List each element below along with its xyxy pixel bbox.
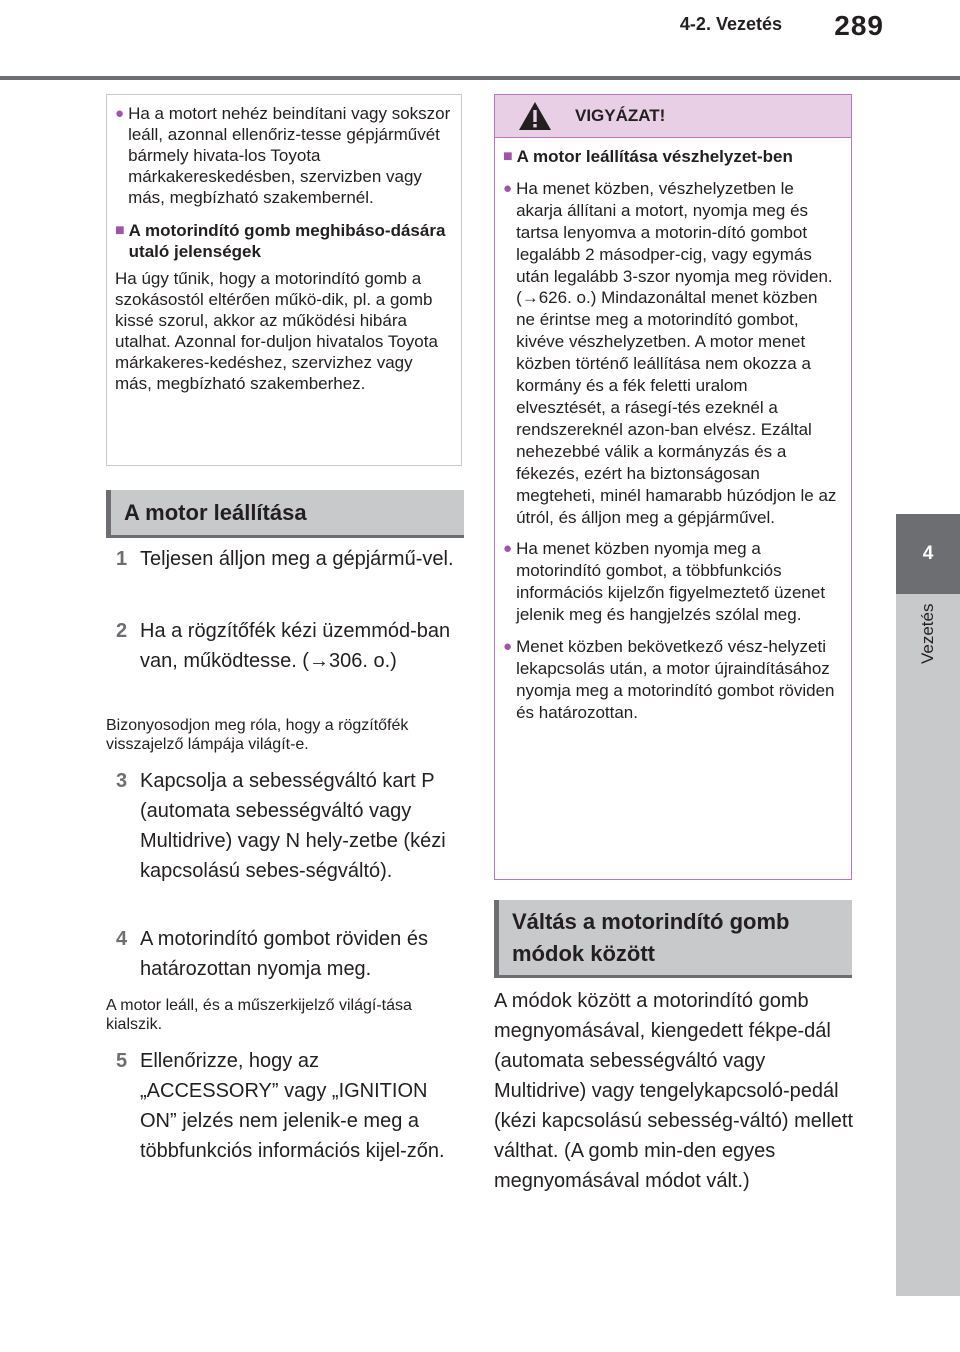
warning-item-text: Ha menet közben, vészhelyzetben le akarja állítani a motort, nyomja meg és tartsa lenyomva a motorin-dító gombot legalább 2 másodper-cig, vagy egymás után legalább 3-szor nyomja meg röviden. (→626. o.) Mindazonáltal menet közben ne érintse meg a motorindító gombot, kivéve vészhelyzetben. A motor menet közben történő leállítása nem okozza a kormány és a fék feletti uralom elvesztését, a rásegí-tés ezeknél a rendszereknél azon-ban elvész. Ezáltal nehezebbé válik a kormányzás és a fékezés, ezért ha biztonságosan megteheti, minél hamarabb húzódjon le az útról, és álljon meg a gépjárművel. bbox=[516, 178, 837, 527]
chapter-number-tab: 4 bbox=[896, 514, 960, 594]
step-4 bbox=[116, 924, 446, 984]
warning-title: VIGYÁZAT! bbox=[575, 106, 666, 125]
warning-item-text: Ha menet közben nyomja meg a motorindító gombot, a többfunkciós információs kijelzőn figyelmeztető üzenet jelenik meg és hangjelzés szólal meg. bbox=[516, 539, 826, 625]
header-rule bbox=[0, 76, 960, 80]
bullet-icon: ● bbox=[115, 105, 125, 122]
step-number: 5 bbox=[116, 1050, 128, 1072]
switch-modes-paragraph: A módok között a motorindító gomb megnyomásával, kiengedett fékpe-dál (automata sebességváltó vagy Multidrive) vagy tengelykapcsoló-pedál (kézi kapcsolású sebesség-váltó) mellett válthat. (A gomb min-den egyes megnyomásával módot vált.) bbox=[494, 990, 854, 1192]
chapter-label: Vezetés bbox=[918, 604, 937, 665]
step-2 bbox=[116, 616, 460, 676]
step-number: 4 bbox=[116, 928, 128, 950]
step-text: Ellenőrizze, hogy az „ACCESSORY” vagy „IGNITION ON” jelzés nem jelenik-e meg a többfunkciós információs kijel-zőn. bbox=[140, 1050, 445, 1162]
section-heading-stop-engine: A motor leállítása bbox=[106, 490, 464, 538]
note-engine-stops: A motor leáll, és a műszerkijelző világí-tása kialszik. bbox=[106, 997, 412, 1033]
warning-item bbox=[503, 538, 841, 626]
warning-heading bbox=[503, 146, 841, 168]
square-icon: ■ bbox=[115, 222, 125, 239]
step-text: Teljesen álljon meg a gépjármű-vel. bbox=[140, 548, 454, 570]
warning-item-text: Menet közben bekövetkező vész-helyzeti lekapcsolás után, a motor újraindításához nyomja meg a motorindító gombot röviden és határozottan. bbox=[516, 637, 835, 722]
bullet-icon: ● bbox=[503, 179, 513, 197]
step-number: 2 bbox=[116, 620, 128, 642]
square-icon: ■ bbox=[503, 148, 513, 165]
note-parking-brake: Bizonyosodjon meg róla, hogy a rögzítőfék visszajelző lámpája világít-e. bbox=[106, 717, 409, 753]
info-heading bbox=[115, 220, 451, 262]
step-number: 1 bbox=[116, 548, 128, 570]
warning-item bbox=[503, 178, 841, 529]
step-1 bbox=[116, 544, 466, 574]
step-text: Ha a rögzítőfék kézi üzemmód-ban van, működtesse. (→306. o.) bbox=[140, 620, 451, 672]
warning-header bbox=[495, 95, 851, 138]
info-bullet-text: Ha a motort nehéz beindítani vagy sokszor leáll, azonnal ellenőriz-tesse gépjárművét bármely hivata-los Toyota márkakereskedésben, szervizben vagy más, megbízható szakembernél. bbox=[128, 104, 451, 207]
warning-body bbox=[495, 138, 851, 724]
step-5 bbox=[116, 1046, 462, 1166]
page-number: 289 bbox=[834, 10, 884, 41]
step-3 bbox=[116, 766, 454, 886]
bullet-icon: ● bbox=[503, 540, 513, 558]
info-body: Ha úgy tűnik, hogy a motorindító gomb a szokásostól eltérően műkö-dik, pl. a gomb kissé szorul, akkor az működési hibára utalhat. Azonnal for-duljon hivatalos Toyota márkakeres-kedéshez, szervizhez vagy más, megbízható szakemberhez. bbox=[115, 269, 438, 393]
info-bullet bbox=[115, 103, 451, 208]
info-heading-text: A motorindító gomb meghibáso-dására utaló jelenségek bbox=[128, 221, 446, 261]
step-text: A motorindító gombot röviden és határozottan nyomja meg. bbox=[140, 928, 428, 980]
warning-triangle-icon bbox=[495, 101, 575, 131]
step-number: 3 bbox=[116, 770, 128, 792]
section-heading-switch-modes: Váltás a motorindító gomb módok között bbox=[494, 900, 852, 978]
running-header: 4-2. Vezetés bbox=[679, 14, 782, 34]
step-text: Kapcsolja a sebességváltó kart P (automata sebességváltó vagy Multidrive) vagy N hely-zetbe (kézi kapcsolású sebes-ségváltó). bbox=[140, 770, 446, 882]
warning-heading-text: A motor leállítása vészhelyzet-ben bbox=[516, 147, 793, 166]
warning-box bbox=[494, 94, 852, 880]
warning-item bbox=[503, 636, 841, 724]
info-box bbox=[106, 94, 462, 466]
bullet-icon: ● bbox=[503, 638, 513, 656]
